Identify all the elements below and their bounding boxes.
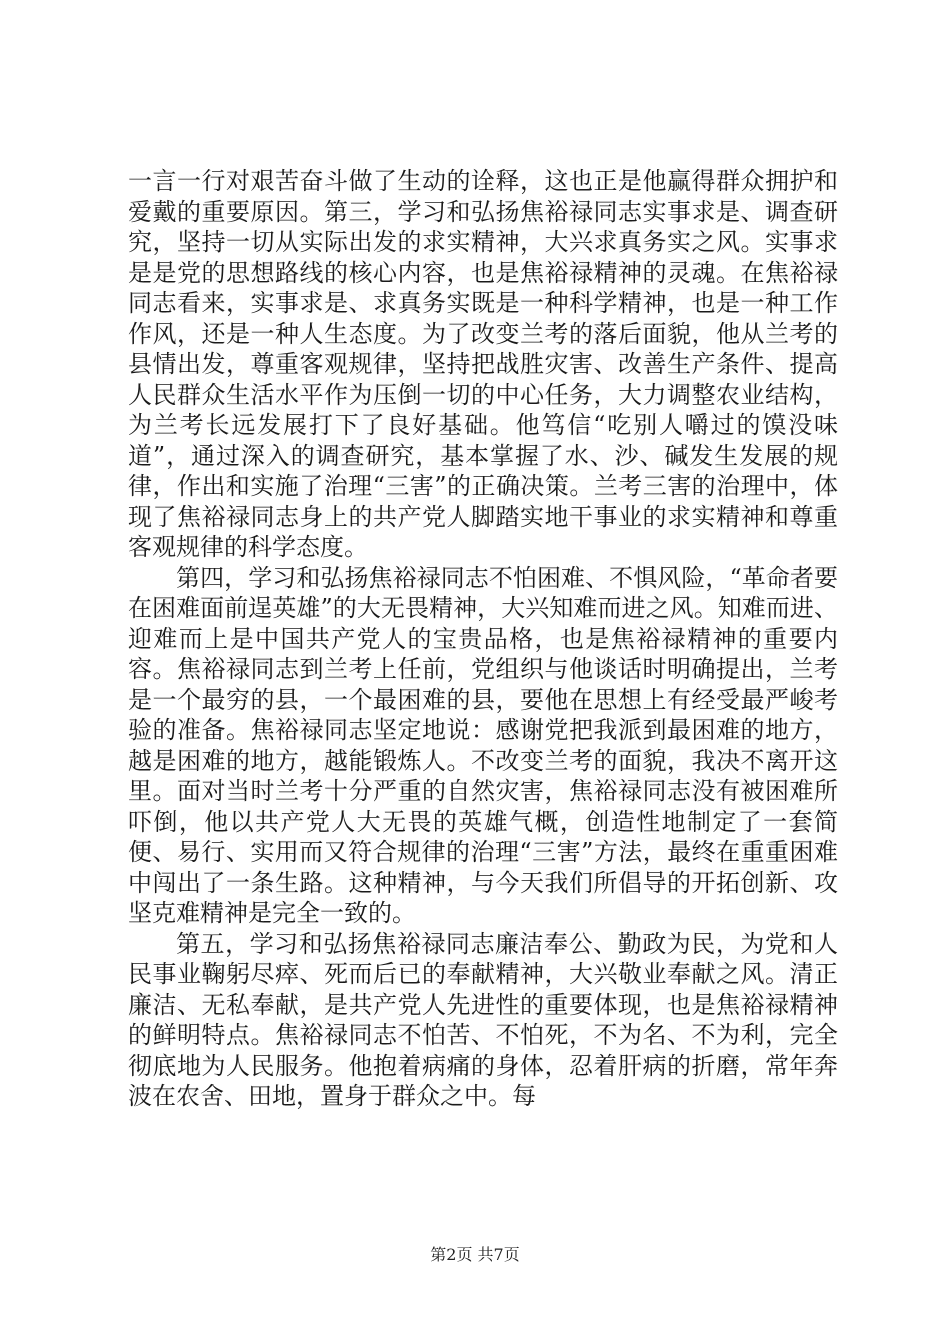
page-number-footer: 第2页 共7页: [430, 1245, 520, 1264]
paragraph-continued: 一言一行对艰苦奋斗做了生动的诠释，这也正是他赢得群众拥护和爱戴的重要原因。第三，学习和弘扬焦裕禄同志实事求是、调查研究，坚持一切从实际出发的求实精神，大兴求真务实之风。实事求是是党的思想路线的核心内容，也是焦裕禄精神的灵魂。在焦裕禄同志看来，实事求是、求真务实既是一种科学精神，也是一种工作作风，还是一种人生态度。为了改变兰考的落后面貌，他从兰考的县情出发，尊重客观规律，坚持把战胜灾害、改善生产条件、提高人民群众生活水平作为压倒一切的中心任务，大力调整农业结构，为兰考长远发展打下了良好基础。他笃信“吃别人嚼过的馍没味道”，通过深入的调查研究，基本掌握了水、沙、碱发生发展的规律，作出和实施了治理“三害”的正确决策。兰考三害的治理中，体现了焦裕禄同志身上的共产党人脚踏实地干事业的求实精神和尊重客观规律的科学态度。: [128, 167, 838, 561]
body-text: [128, 166, 838, 1112]
paragraph-fourth: 第四，学习和弘扬焦裕禄同志不怕困难、不惧风险，“革命者要在困难面前逞英雄”的大无畏精神，大兴知难而进之风。知难而进、迎难而上是中国共产党人的宝贵品格，也是焦裕禄精神的重要内容。焦裕禄同志到兰考上任前，党组织与他谈话时明确提出，兰考是一个最穷的县，一个最困难的县，要他在思想上有经受最严峻考验的准备。焦裕禄同志坚定地说：感谢党把我派到最困难的地方，越是困难的地方，越能锻炼人。不改变兰考的面貌，我决不离开这里。面对当时兰考十分严重的自然灾害，焦裕禄同志没有被困难所吓倒，他以共产党人大无畏的英雄气概，创造性地制定了一套简便、易行、实用而又符合规律的治理“三害”方法，最终在重重困难中闯出了一条生路。这种精神，与今天我们所倡导的开拓创新、攻坚克难精神是完全一致的。: [128, 563, 838, 927]
paragraph-fifth: 第五，学习和弘扬焦裕禄同志廉洁奉公、勤政为民，为党和人民事业鞠躬尽瘁、死而后已的奉献精神，大兴敬业奉献之风。清正廉洁、无私奉献，是共产党人先进性的重要体现，也是焦裕禄精神的鲜明特点。焦裕禄同志不怕苦、不怕死，不为名、不为利，完全彻底地为人民服务。他抱着病痛的身体，忍着肝病的折磨，常年奔波在农舍、田地，置身于群众之中。每: [128, 929, 838, 1110]
